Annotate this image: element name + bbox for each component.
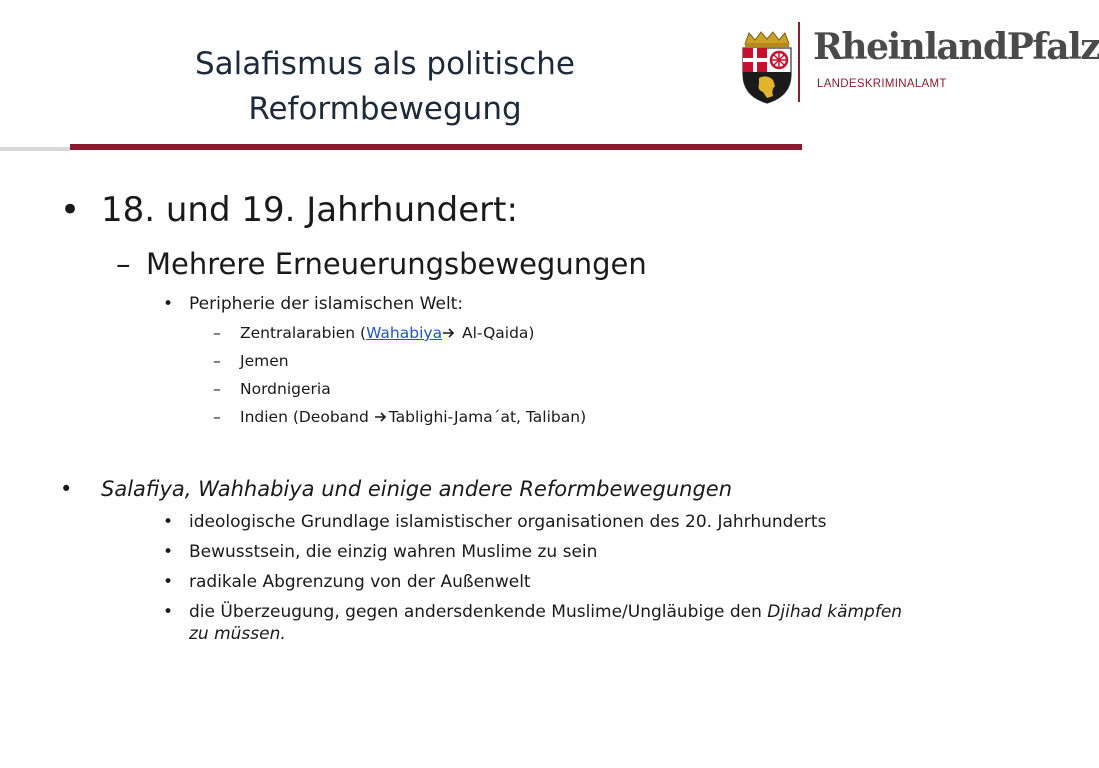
title-line-2: Reformbewegung	[248, 91, 522, 127]
header-rule-gray	[0, 147, 70, 151]
periphery-label: Peripherie der islamischen Welt:	[189, 294, 464, 314]
arrow-right-icon	[374, 411, 387, 423]
list-item-jemen: Jemen	[240, 352, 289, 370]
bullet-marker: •	[163, 542, 174, 562]
bullet-marker: •	[163, 602, 174, 622]
ueberzeugung-text: die Überzeugung, gegen andersdenkende Muslime/Ungläubige den	[189, 602, 768, 622]
dash-marker: –	[213, 380, 221, 398]
list-item-indien	[240, 407, 586, 428]
list-item-nordnigeria: Nordnigeria	[240, 380, 331, 398]
djihad-phrase: Djihad kämpfen	[767, 602, 903, 622]
zentral-text-post: Al-Qaida)	[457, 324, 535, 342]
rlp-logo	[737, 22, 1099, 104]
bullet-marker: •	[163, 572, 174, 592]
header-rule-accent	[70, 144, 802, 150]
logo-subtitle: LANDESKRIMINALAMT	[817, 78, 947, 90]
section-1-subheading: Mehrere Erneuerungsbewegungen	[146, 247, 647, 281]
title-line-1: Salafismus als politische	[195, 46, 575, 82]
list-item-abgrenzung: radikale Abgrenzung von der Außenwelt	[189, 572, 531, 592]
logo-divider	[798, 22, 800, 102]
dash-marker: –	[116, 247, 131, 281]
zentral-text-pre: Zentralarabien (	[240, 324, 367, 342]
coat-of-arms-icon	[739, 30, 795, 104]
indien-text-post: Tablighi-Jama´at, Taliban)	[388, 408, 587, 426]
section-2-heading: Salafiya, Wahhabiya und einige andere Reformbewegungen	[101, 477, 733, 501]
bullet-marker: •	[60, 477, 73, 501]
dash-marker: –	[213, 324, 221, 342]
ueberzeugung-line-1	[189, 601, 989, 623]
wahabiya-link[interactable]: Wahabiya	[366, 324, 443, 342]
dash-marker: –	[213, 408, 221, 426]
list-item-ideologie: ideologische Grundlage islamistischer organisationen des 20. Jahrhunderts	[189, 512, 827, 532]
bullet-marker: •	[163, 294, 174, 314]
dash-marker: –	[213, 352, 221, 370]
arrow-right-icon	[442, 327, 455, 339]
bullet-marker: •	[60, 190, 81, 230]
list-item-zentralarabien	[240, 323, 534, 344]
list-item-ueberzeugung	[189, 601, 989, 645]
list-item-bewusstsein: Bewusstsein, die einzig wahren Muslime zu sein	[189, 542, 598, 562]
logo-wordmark: RheinlandPfalz	[813, 26, 1099, 68]
section-1-heading: 18. und 19. Jahrhundert:	[101, 190, 518, 230]
slide-title	[150, 42, 620, 132]
ueberzeugung-line-2: zu müssen.	[189, 624, 286, 644]
indien-text-pre: Indien (Deoband	[240, 408, 374, 426]
bullet-marker: •	[163, 512, 174, 532]
